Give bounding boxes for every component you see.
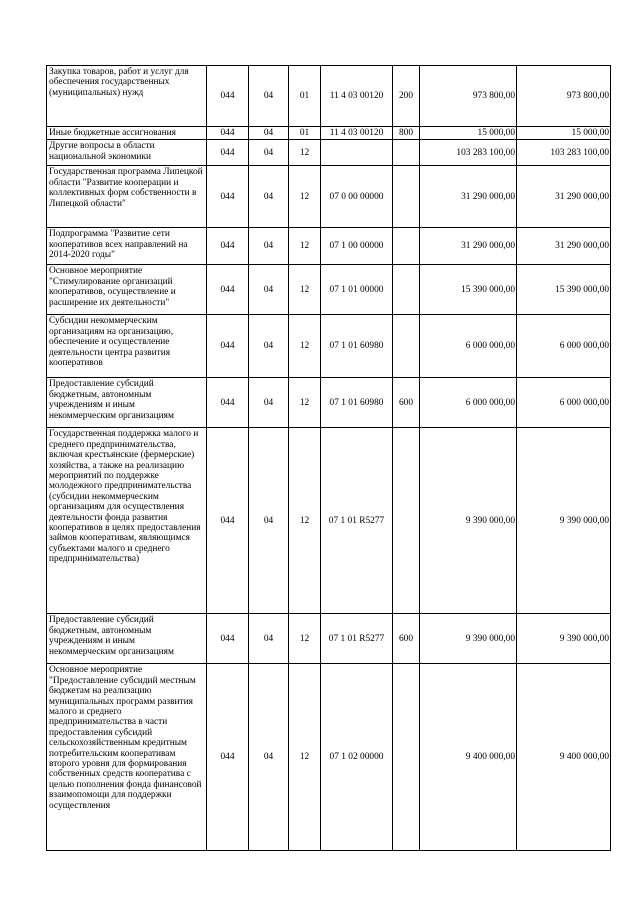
amount-total: 31 290 000,00 xyxy=(517,228,611,265)
target-article-code: 11 4 03 00120 xyxy=(321,66,393,127)
table-row xyxy=(47,614,611,664)
target-article-code: 11 4 03 00120 xyxy=(321,127,393,140)
amount-total: 9 390 000,00 xyxy=(517,428,611,614)
ministry-code: 044 xyxy=(207,127,249,140)
subsection-code: 12 xyxy=(289,265,321,315)
expense-type-code xyxy=(393,315,420,378)
budget-table xyxy=(46,65,611,851)
amount-plan: 973 800,00 xyxy=(420,66,517,127)
table-row xyxy=(47,66,611,127)
target-article-code: 07 1 01 60980 xyxy=(321,315,393,378)
table-row xyxy=(47,428,611,614)
amount-plan: 9 400 000,00 xyxy=(420,664,517,851)
table-row xyxy=(47,140,611,166)
table-row xyxy=(47,127,611,140)
section-code: 04 xyxy=(249,265,289,315)
subsection-code: 12 xyxy=(289,140,321,166)
section-code: 04 xyxy=(249,664,289,851)
ministry-code: 044 xyxy=(207,664,249,851)
amount-plan: 15 000,00 xyxy=(420,127,517,140)
subsection-code: 12 xyxy=(289,614,321,664)
subsection-code: 12 xyxy=(289,378,321,428)
target-article-code: 07 1 01 R5277 xyxy=(321,428,393,614)
ministry-code: 044 xyxy=(207,378,249,428)
ministry-code: 044 xyxy=(207,428,249,614)
table-row xyxy=(47,265,611,315)
ministry-code: 044 xyxy=(207,614,249,664)
row-name: Подпрограмма "Развитие сети кооперативов всех направлений на 2014-2020 годы" xyxy=(47,228,207,265)
subsection-code: 01 xyxy=(289,127,321,140)
subsection-code: 12 xyxy=(289,315,321,378)
expense-type-code: 600 xyxy=(393,614,420,664)
target-article-code: 07 1 02 00000 xyxy=(321,664,393,851)
expense-type-code: 600 xyxy=(393,378,420,428)
expense-type-code xyxy=(393,140,420,166)
row-name: Государственная поддержка малого и среднего предпринимательства, включая крестьянские (фермерские) хозяйства, а также на реализацию мероприятий по поддержке молодежного предпринимательства (субсидии некоммерческим организациям для осуществления деятельности фонда развития кооперативов в целях предоставления займов кооперативам, являющимся субъектами малого и среднего предпринимательства) xyxy=(47,428,207,614)
section-code: 04 xyxy=(249,614,289,664)
amount-plan: 31 290 000,00 xyxy=(420,166,517,228)
amount-plan: 31 290 000,00 xyxy=(420,228,517,265)
table-row xyxy=(47,166,611,228)
subsection-code: 12 xyxy=(289,166,321,228)
amount-plan: 9 390 000,00 xyxy=(420,428,517,614)
amount-plan: 9 390 000,00 xyxy=(420,614,517,664)
row-name: Предоставление субсидий бюджетным, автономным учреждениям и иным некоммерческим организациям xyxy=(47,614,207,664)
table-row xyxy=(47,228,611,265)
row-name: Иные бюджетные ассигнования xyxy=(47,127,207,140)
subsection-code: 12 xyxy=(289,428,321,614)
expense-type-code: 200 xyxy=(393,66,420,127)
ministry-code: 044 xyxy=(207,166,249,228)
amount-plan: 6 000 000,00 xyxy=(420,315,517,378)
section-code: 04 xyxy=(249,315,289,378)
expense-type-code xyxy=(393,428,420,614)
section-code: 04 xyxy=(249,378,289,428)
expense-type-code: 800 xyxy=(393,127,420,140)
expense-type-code xyxy=(393,228,420,265)
ministry-code: 044 xyxy=(207,265,249,315)
row-name: Предоставление субсидий бюджетным, автономным учреждениям и иным некоммерческим организациям xyxy=(47,378,207,428)
subsection-code: 01 xyxy=(289,66,321,127)
row-name: Государственная программа Липецкой области "Развитие кооперации и коллективных форм собственности в Липецкой области" xyxy=(47,166,207,228)
ministry-code: 044 xyxy=(207,140,249,166)
section-code: 04 xyxy=(249,66,289,127)
target-article-code: 07 1 01 R5277 xyxy=(321,614,393,664)
amount-total: 6 000 000,00 xyxy=(517,378,611,428)
row-name: Основное мероприятие "Стимулирование организаций кооперативов, осуществление и расширение их деятельности" xyxy=(47,265,207,315)
target-article-code: 07 1 01 00000 xyxy=(321,265,393,315)
ministry-code: 044 xyxy=(207,228,249,265)
subsection-code: 12 xyxy=(289,228,321,265)
amount-total: 9 390 000,00 xyxy=(517,614,611,664)
row-name: Закупка товаров, работ и услуг для обеспечения государственных (муниципальных) нужд xyxy=(47,66,207,127)
amount-total: 15 000,00 xyxy=(517,127,611,140)
ministry-code: 044 xyxy=(207,315,249,378)
table-row xyxy=(47,378,611,428)
target-article-code: 07 0 00 00000 xyxy=(321,166,393,228)
amount-plan: 6 000 000,00 xyxy=(420,378,517,428)
amount-total: 31 290 000,00 xyxy=(517,166,611,228)
table-row xyxy=(47,315,611,378)
target-article-code xyxy=(321,140,393,166)
section-code: 04 xyxy=(249,166,289,228)
table-row xyxy=(47,664,611,851)
table-body xyxy=(47,66,611,851)
section-code: 04 xyxy=(249,228,289,265)
row-name: Субсидии некоммерческим организациям на организацию, обеспечение и осуществление деятельности центра развития кооперативов xyxy=(47,315,207,378)
ministry-code: 044 xyxy=(207,66,249,127)
expense-type-code xyxy=(393,265,420,315)
amount-total: 9 400 000,00 xyxy=(517,664,611,851)
section-code: 04 xyxy=(249,428,289,614)
amount-total: 15 390 000,00 xyxy=(517,265,611,315)
row-name: Другие вопросы в области национальной экономики xyxy=(47,140,207,166)
amount-total: 103 283 100,00 xyxy=(517,140,611,166)
amount-total: 6 000 000,00 xyxy=(517,315,611,378)
subsection-code: 12 xyxy=(289,664,321,851)
row-name: Основное мероприятие "Предоставление субсидий местным бюджетам на реализацию муниципальных программ развития малого и среднего предпринимательства в части предоставления субсидий сельскохозяйственным кредитным потребительским кооперативам второго уровня для формирования собственных средств кооператива с целью пополнения фонда финансовой взаимопомощи для поддержки осуществления xyxy=(47,664,207,851)
amount-total: 973 800,00 xyxy=(517,66,611,127)
target-article-code: 07 1 00 00000 xyxy=(321,228,393,265)
expense-type-code xyxy=(393,664,420,851)
amount-plan: 103 283 100,00 xyxy=(420,140,517,166)
section-code: 04 xyxy=(249,127,289,140)
section-code: 04 xyxy=(249,140,289,166)
expense-type-code xyxy=(393,166,420,228)
amount-plan: 15 390 000,00 xyxy=(420,265,517,315)
target-article-code: 07 1 01 60980 xyxy=(321,378,393,428)
